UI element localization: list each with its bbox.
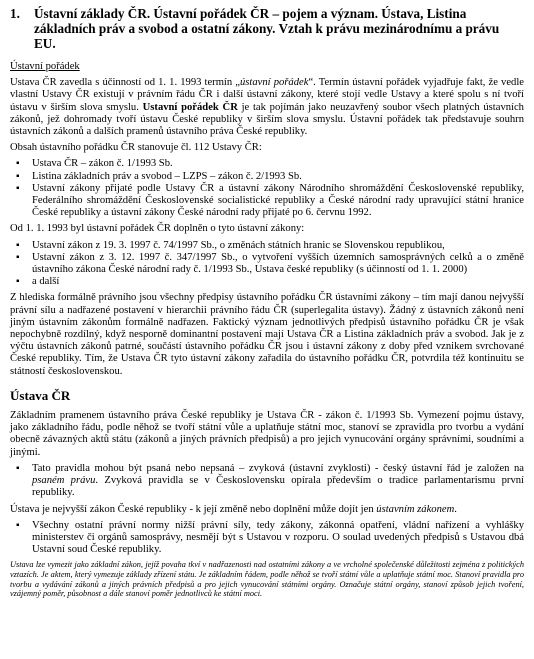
amendments-list [10,240,524,289]
list-item: ▪ Listina základních práv a svobod – LZPS – zákon č. 2/1993 Sb. [32,171,524,183]
paragraph-formal-legal: Z hlediska formálně právního jsou všechny předpisy ústavního pořádku ČR ústavními zákony – tím mají danou nejvyšší právní sílu a nadřazené postavení v hierarchii právního řádu ČR (superlegalita ústavy). Žádný z ústavních zákonů není jiným ústavním zákonům formálně nadřazen. Faktický význam jednotlivých předpisů ústavního pořádku ČR je však nepochybně rozdílný, když nesporně dominantní postavení mají Ustava ČR a Listina základních práv a svobod. Jak je z výčtu ústavních zákonů patrné, součástí ústavního pořádku ČR jsou i ústavní zákony z doby před vznikem svrchované České republiky. Tím, že Ustava ČR tyto ústavní zákony zařadila do ústavního pořádku ČR, potvrdila též kontinuitu se státností československou. [10,292,524,377]
list-item: ▪ Ustava ČR – zákon č. 1/1993 Sb. [32,158,524,170]
footnote: Ustava lze vymezit jako základní zákon, jejíž povaha tkví v nadřazenosti nad ostatními zákony a ve vrcholné společenské důležitosti zejména z politických vztazích. Je aktem, který vymezuje základy zřízení státu. Je základním řádem, podle něhož se tvoří státní vůle a uplatňuje státní moc. Stanoví pravidla pro tvorbu a vydávání zákonů a jiných právních předpisů a pro jejich vynucování státními orgány. Označuje státní orgány, stanoví způsob jejich tvoření, vzájemný poměr, působnost a dále stanoví poměr jednotlivců ke státní moci. [10,560,524,599]
paragraph-supreme-law: Ústava je nejvyšší zákon České republiky - k její změně nebo doplnění může dojít jen ústavním zákonem. [10,503,457,515]
list-item: ▪ Ustavní zákon z 19. 3. 1997 č. 74/1997 Sb., o změnách státních hranic se Slovenskou republikou, [32,240,524,252]
norms-list [10,520,524,557]
paragraph-definition: Ustava ČR zavedla s účinností od 1. 1. 1993 termín „ústavní pořádek“. Termín ústavní pořádek vyjadřuje fakt, že vedle vlastní Ustavy ČR existují v právním řádu ČR i další ústavní zákony, které stojí vedle Ustavy a které spolu s ní tvoří ústavu v širším slova smyslu. Ustavní pořádek ČR je tak pojímán jako neuzavřený soubor všech platných ústavních zákonů, jež dohromady tvoří ústavu České republiky v širším slova smyslu. Ústavní pořádek tak představuje souhrn ústavních zákonů a dalších pramenů ústavního práva České republiky. [10,77,524,138]
chapter-heading [10,6,524,51]
list-item: ▪ Všechny ostatní právní normy nižší právní síly, tedy zákony, zákonná opatření, vládní nařízení a vyhlášky ministerstev či orgánů samosprávy, nesmějí být s Ustavou v rozporu. O soulad uvedených předpisů s Ustavou dbá Ustavní soud České republiky. [32,520,524,557]
list-item: ▪ Ustavní zákon z 3. 12. 1997 č. 347/1997 Sb., o vytvoření vyšších územních samosprávných celků a o změně ústavního zákona České národní rady č. 1/1993 Sb., Ustava české republiky (s účinností od 1. 1. 2000) [32,252,524,276]
paragraph-primary-source: Základním pramenem ústavního práva České republiky je Ustava ČR - zákon č. 1/1993 Sb. Vymezení pojmu ústavy, jako základního řádu, podle něhož se tvoří státní vůle a uplatňuje státní moc, stanoví se zpravidla pro tvorbu a vydání obecně závazných aktů státu (zákonů a jiných právních předpisů) a pro jejich vynucování orgány správními, soudními a jinými. [10,410,524,458]
constitutional-order-list [10,158,524,219]
list-item: ▪ Tato pravidla mohou být psaná nebo nepsaná – zvyková (ústavní zvyklosti) - český ústavní řád je založen na psaném právu. Zvyková pravidla se v Československu opírala především o tradice parlamentarismu první republiky. [32,463,524,500]
chapter-title: Ústavní základy ČR. Ústavní pořádek ČR – pojem a význam. Ústava, Listina základních práv a svobod a ostatní zákony. Vztah k právu mezinárodnímu a právu EU. [34,6,500,51]
chapter-number: 1. [10,6,20,21]
section-heading-ustava: Ústava ČR [10,387,71,403]
list-intro-article-112: Obsah ústavního pořádku ČR stanovuje čl. 112 Ustavy ČR: [10,142,262,154]
rules-list [10,463,524,500]
list-item: ▪ Ustavní zákony přijaté podle Ustavy ČR a ústavní zákony Národního shromáždění Československé republiky, Federálního shromáždění Československé socialistické republiky a České národní rady upravující státní hranice České republiky a ústavní zákony České národní rady přijaté po 6. červnu 1992. [32,183,524,220]
section-subheading: Ústavní pořádek [10,61,80,72]
list-item: ▪ a další [32,276,524,288]
list-intro-amendments: Od 1. 1. 1993 byl ústavní pořádek ČR doplněn o tyto ústavní zákony: [10,223,305,235]
